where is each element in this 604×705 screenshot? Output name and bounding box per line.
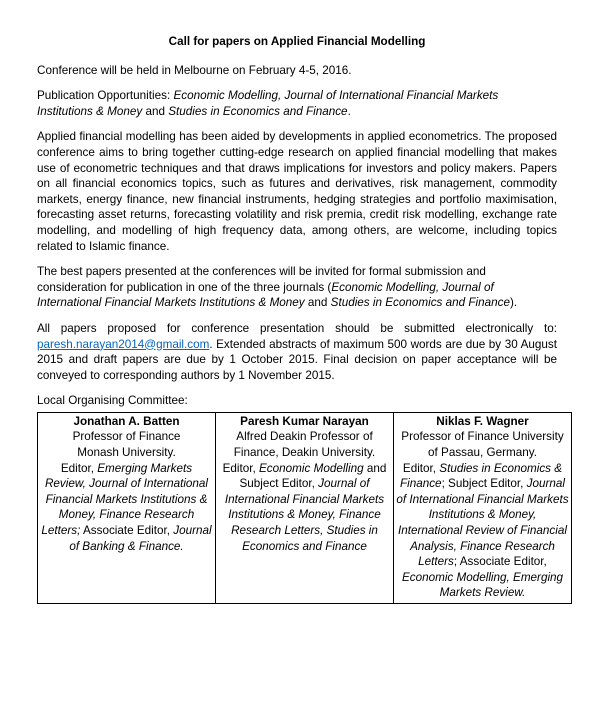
submission-paragraph (37, 321, 557, 383)
best-papers-text: The best papers presented at the conferences will be invited for formal submission and consideration for publication in one of the three journals ( (37, 265, 486, 294)
member-role-journals: Journal of Banking & Finance. (69, 524, 212, 553)
member-title: Professor of Finance (72, 430, 181, 444)
member-role-text: Editor, (60, 461, 98, 475)
submission-rest: . Extended abstracts of maximum 500 words are due by 30 August 2015 and draft papers are due by 1 October 2015. Final decision on paper acceptance will be conveyed to corresponding authors by 1 November 2015. (37, 337, 557, 382)
publication-opportunities (37, 88, 557, 119)
committee-label: Local Organising Committee: (37, 394, 188, 408)
submission-email-link[interactable]: paresh.narayan2014@gmail.com (37, 337, 210, 351)
best-papers-paragraph (37, 264, 557, 311)
document-page (37, 34, 569, 604)
publication-journals: Economic Modelling, Journal of International Financial Markets Institutions & Money (37, 89, 499, 118)
member-name: Jonathan A. Batten (73, 414, 180, 428)
best-papers-journal3: Studies in Economics and Finance (330, 296, 510, 310)
committee-member-wagner (394, 412, 572, 603)
member-title: Professor of Finance University of Passau, Germany. (401, 430, 564, 460)
member-role-text: and Subject Editor, (239, 461, 387, 491)
member-role-journals: Journal of International Financial Markets Institutions & Money, Finance Research Letters, Studies in Economics and Finance (224, 477, 385, 553)
member-role-text: Editor, (402, 461, 440, 475)
member-role-journals: Studies in Economics & Finance (399, 461, 563, 491)
member-name: Niklas F. Wagner (436, 414, 529, 428)
member-role-text: ; Subject Editor, (441, 477, 527, 491)
publication-label: Publication Opportunities: (37, 89, 174, 103)
publication-journal3: Studies in Economics and Finance (168, 104, 348, 118)
committee-member-batten (38, 412, 216, 603)
best-papers-and: and (304, 296, 331, 310)
committee-member-narayan (216, 412, 394, 603)
best-papers-end: ). (509, 296, 518, 310)
scope-paragraph: Applied financial modelling has been aided by developments in applied econometrics. The proposed conference aims to bring together cutting-edge research on applied financial modelling that makes use of econometric techniques and that draws implications for investors and policy makers. Papers on all financial economics topics, such as futures and derivatives, risk management, commodity markets, energy finance, new financial instruments, hedging strategies and portfolio maximisation, forecasting asset returns, forecasting volatility and risk premia, credit risk modelling, exchange rate modelling, and modelling of high frequency data, among others, are welcome, including topics related to Islamic finance. (37, 130, 557, 253)
member-name: Paresh Kumar Narayan (240, 414, 369, 428)
member-role-text: Associate Editor, (80, 524, 174, 538)
best-papers-journals: Economic Modelling, Journal of International Financial Markets Institutions & Money (37, 280, 494, 310)
member-role-text: ; Associate Editor, (453, 555, 547, 569)
member-role-journals: Economic Modelling, Emerging Markets Review. (401, 570, 564, 600)
page-title: Call for papers on Applied Financial Modelling (168, 35, 426, 48)
publication-and: and (142, 104, 169, 118)
member-role-journals: Emerging Markets Review, Journal of International Financial Markets Institutions & Money, Finance Research Letters; (41, 461, 209, 538)
committee-table (37, 412, 572, 604)
venue-line: Conference will be held in Melbourne on February 4-5, 2016. (37, 63, 352, 77)
member-role-journals: Economic Modelling (259, 461, 364, 475)
member-role-journals: Journal of International Financial Markets Institutions & Money, International Review of Financial Analysis, Finance Research Letters (396, 477, 569, 569)
member-affiliation: Monash University. (77, 446, 176, 460)
committee-row (38, 412, 572, 603)
member-role-text: Editor, (222, 461, 260, 475)
member-title: Alfred Deakin Professor of Finance, Deakin University. (233, 430, 376, 460)
publication-end: . (347, 104, 351, 118)
submission-text: All papers proposed for conference presentation should be submitted electronically to: (37, 321, 557, 335)
